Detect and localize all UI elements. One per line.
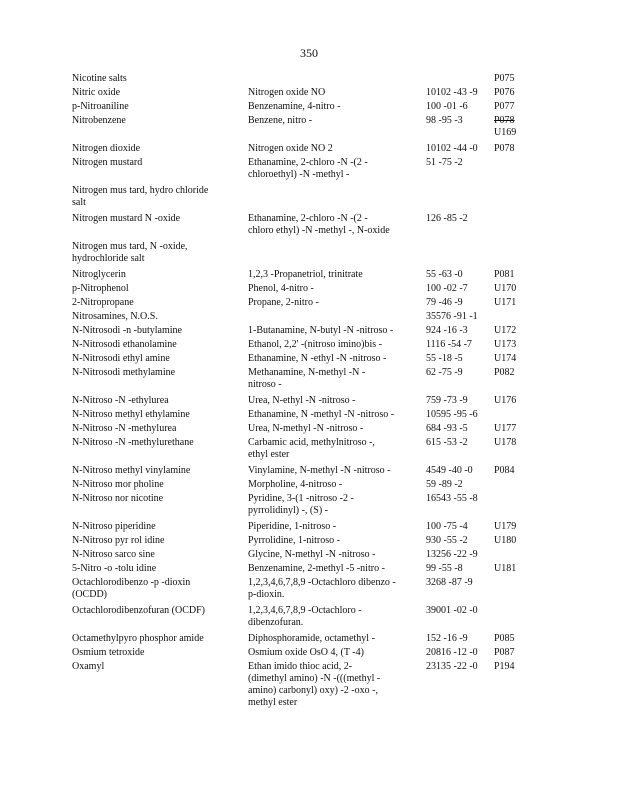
waste-code: U180 [494, 535, 517, 546]
waste-code: U177 [494, 423, 517, 434]
waste-code: P081 [494, 269, 515, 280]
cas-number: 55 -63 -0 [426, 269, 463, 280]
chemical-synonym: Ethanamine, 2-chloro -N -(2 - chloro ethyl) -N -methyl -, N-oxide [248, 213, 390, 236]
cas-number: 100 -01 -6 [426, 101, 468, 112]
chemical-synonym: Ethanamine, N -ethyl -N -nitroso - [248, 353, 387, 364]
chemical-synonym: Piperidine, 1-nitroso - [248, 521, 337, 532]
waste-code: P076 [494, 87, 515, 98]
chemical-synonym: Ethanamine, 2-chloro -N -(2 - chloroethyl) -N -methyl - [248, 157, 368, 180]
chemical-synonym: Propane, 2-nitro - [248, 297, 319, 308]
waste-code: U174 [494, 353, 517, 364]
substance-name: Nitrogen mus tard, N -oxide, hydrochloride salt [72, 241, 188, 264]
chemical-synonym: Ethan imido thioc acid, 2- (dimethyl amino) -N -(((methyl - amino) carbonyl) oxy) -2 -oxo -, methyl ester [248, 661, 381, 708]
chemical-synonym: 1,2,3,4,6,7,8,9 -Octachloro - dibenzofuran. [248, 605, 362, 628]
cas-number: 100 -75 -4 [426, 521, 468, 532]
waste-code: U178 [494, 437, 517, 448]
waste-code-secondary: U169 [494, 127, 517, 138]
cas-number: 615 -53 -2 [426, 437, 468, 448]
substance-name: N-Nitroso -N -methylurea [72, 423, 177, 434]
substance-name: N-Nitroso pyr rol idine [72, 535, 165, 546]
substance-name: N-Nitroso -N -methylurethane [72, 437, 194, 448]
substance-name: Nitrosamines, N.O.S. [72, 311, 158, 322]
waste-code: P084 [494, 465, 515, 476]
substance-name: Octachlorodibenzo -p -dioxin (OCDD) [72, 577, 191, 600]
cas-number: 10595 -95 -6 [426, 409, 478, 420]
chemical-synonym: Benzene, nitro - [248, 115, 313, 126]
substance-name: Nitrogen mus tard, hydro chloride salt [72, 185, 209, 208]
cas-number: 152 -16 -9 [426, 633, 468, 644]
waste-code: P077 [494, 101, 515, 112]
chemical-synonym: Carbamic acid, methylnitroso -, ethyl ester [248, 437, 375, 460]
cas-number: 99 -55 -8 [426, 563, 463, 574]
chemical-synonym: Pyrrolidine, 1-nitroso - [248, 535, 340, 546]
substance-name: N-Nitroso methyl ethylamine [72, 409, 190, 420]
cas-number: 1116 -54 -7 [426, 339, 472, 350]
substance-name: N-Nitroso mor pholine [72, 479, 164, 490]
substance-name: N-Nitrosodi ethanolamine [72, 339, 177, 350]
cas-number: 16543 -55 -8 [426, 493, 478, 504]
chemical-synonym: Benzenamine, 2-methyl -5 -nitro - [248, 563, 385, 574]
chemical-synonym: 1-Butanamine, N-butyl -N -nitroso - [248, 325, 394, 336]
substance-name: Osmium tetroxide [72, 647, 145, 658]
substance-name: Nitric oxide [72, 87, 121, 98]
cas-number: 684 -93 -5 [426, 423, 468, 434]
chemical-synonym: Methanamine, N-methyl -N - nitroso - [248, 367, 366, 390]
cas-number: 13256 -22 -9 [426, 549, 478, 560]
chemical-synonym: Urea, N-ethyl -N -nitroso - [248, 395, 356, 406]
substance-name: Nitrogen mustard N -oxide [72, 213, 181, 224]
substance-name: Nitrobenzene [72, 115, 126, 126]
chemical-synonym: 1,2,3,4,6,7,8,9 -Octachloro dibenzo - p-dioxin. [248, 577, 396, 600]
waste-code: P078 [494, 115, 515, 126]
cas-number: 930 -55 -2 [426, 535, 468, 546]
waste-code: P194 [494, 661, 515, 672]
cas-number: 759 -73 -9 [426, 395, 468, 406]
cas-number: 20816 -12 -0 [426, 647, 478, 658]
chemical-synonym: Diphosphoramide, octamethyl - [248, 633, 375, 644]
waste-code: U171 [494, 297, 517, 308]
chemical-synonym: Phenol, 4-nitro - [248, 283, 314, 294]
chemical-synonym: Vinylamine, N-methyl -N -nitroso - [248, 465, 391, 476]
cas-number: 35576 -91 -1 [426, 311, 478, 322]
cas-number: 55 -18 -5 [426, 353, 463, 364]
substance-name: Nitroglycerin [72, 269, 126, 280]
substance-name: Nitrogen dioxide [72, 143, 141, 154]
waste-code: U173 [494, 339, 517, 350]
waste-code: U181 [494, 563, 517, 574]
waste-code: P082 [494, 367, 515, 378]
cas-number: 924 -16 -3 [426, 325, 468, 336]
cas-number: 98 -95 -3 [426, 115, 463, 126]
waste-code: U172 [494, 325, 517, 336]
cas-number: 51 -75 -2 [426, 157, 463, 168]
waste-code: P075 [494, 73, 515, 84]
cas-number: 4549 -40 -0 [426, 465, 473, 476]
cas-number: 100 -02 -7 [426, 283, 468, 294]
substance-name: N-Nitroso sarco sine [72, 549, 155, 560]
chemical-synonym: Nitrogen oxide NO [248, 87, 326, 98]
chemical-synonym: Ethanol, 2,2' -(nitroso imino)bis - [248, 339, 383, 350]
chemical-synonym: Pyridine, 3-(1 -nitroso -2 - pyrrolidinyl) -, (S) - [248, 493, 354, 516]
substance-name: p-Nitrophenol [72, 283, 129, 294]
waste-code: P087 [494, 647, 515, 658]
chemical-synonym: Osmium oxide OsO 4, (T -4) [248, 647, 364, 658]
cas-number: 126 -85 -2 [426, 213, 468, 224]
cas-number: 10102 -43 -9 [426, 87, 478, 98]
waste-code: P078 [494, 143, 515, 154]
substance-name: Oxamyl [72, 661, 105, 672]
cas-number: 79 -46 -9 [426, 297, 463, 308]
chemical-synonym: Ethanamine, N -methyl -N -nitroso - [248, 409, 395, 420]
cas-number: 3268 -87 -9 [426, 577, 473, 588]
substance-name: N-Nitrosodi methylamine [72, 367, 176, 378]
substance-name: p-Nitroaniline [72, 101, 129, 112]
chemical-synonym: Morpholine, 4-nitroso - [248, 479, 343, 490]
substance-name: Nitrogen mustard [72, 157, 143, 168]
chemical-synonym: Benzenamine, 4-nitro - [248, 101, 341, 112]
substance-name: 5-Nitro -o -tolu idine [72, 563, 157, 574]
waste-code: U179 [494, 521, 517, 532]
substance-name: Nicotine salts [72, 73, 127, 84]
substance-name: Octamethylpyro phosphor amide [72, 633, 204, 644]
chemical-synonym: Nitrogen oxide NO 2 [248, 143, 333, 154]
cas-number: 23135 -22 -0 [426, 661, 478, 672]
chemical-synonym: Urea, N-methyl -N -nitroso - [248, 423, 364, 434]
cas-number: 10102 -44 -0 [426, 143, 478, 154]
cas-number: 59 -89 -2 [426, 479, 463, 490]
substance-name: N-Nitroso methyl vinylamine [72, 465, 191, 476]
substance-name: N-Nitrosodi -n -butylamine [72, 325, 182, 336]
substance-name: N-Nitroso nor nicotine [72, 493, 164, 504]
substance-name: 2-Nitropropane [72, 297, 134, 308]
waste-code: P085 [494, 633, 515, 644]
cas-number: 62 -75 -9 [426, 367, 463, 378]
chemical-synonym: 1,2,3 -Propanetriol, trinitrate [248, 269, 363, 280]
substance-name: Octachlorodibenzofuran (OCDF) [72, 605, 206, 616]
page-number: 350 [300, 46, 318, 60]
substance-name: N-Nitroso -N -ethylurea [72, 395, 169, 406]
substance-name: N-Nitrosodi ethyl amine [72, 353, 170, 364]
cas-number: 39001 -02 -0 [426, 605, 478, 616]
substance-name: N-Nitroso piperidine [72, 521, 156, 532]
waste-code: U176 [494, 395, 517, 406]
waste-code: U170 [494, 283, 517, 294]
chemical-synonym: Glycine, N-methyl -N -nitroso - [248, 549, 376, 560]
